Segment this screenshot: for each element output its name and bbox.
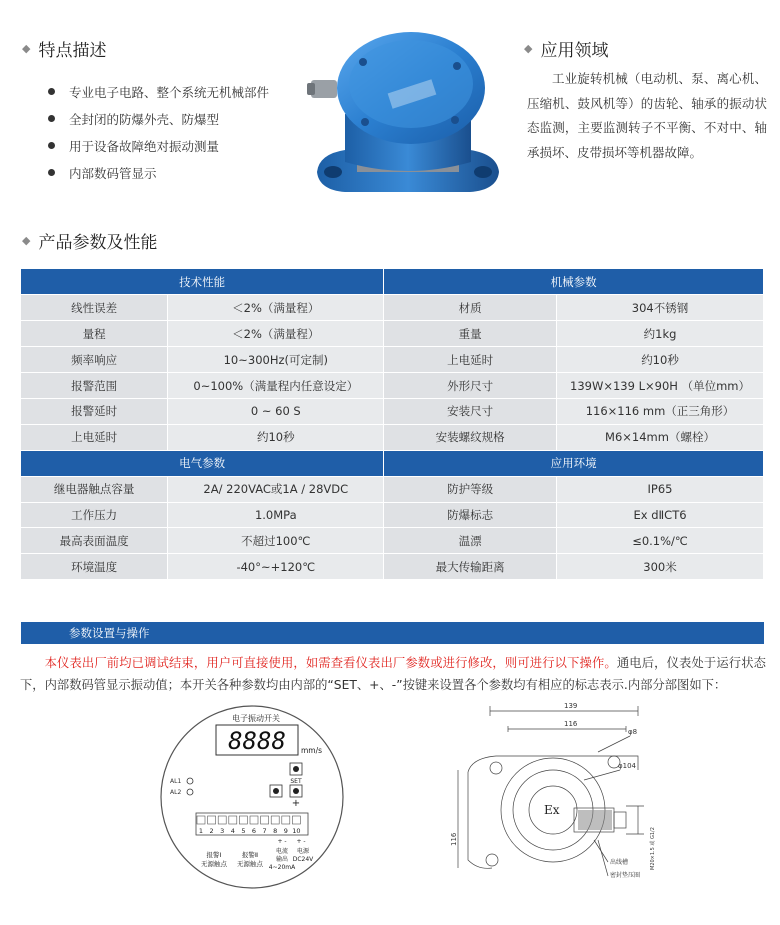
- param-value: 不超过100℃: [168, 528, 384, 554]
- table-row: [21, 554, 764, 580]
- terminal-screw-icon: [282, 816, 290, 824]
- terminal-screw-icon: [271, 816, 279, 824]
- alarm2-label: 报警Ⅱ: [241, 851, 259, 859]
- terminal-screw-icon: [239, 816, 247, 824]
- header-cell: 电气参数: [21, 450, 384, 476]
- param-label: 环境温度: [21, 554, 168, 580]
- set-label: SET: [290, 778, 302, 785]
- unit-label: mm/s: [301, 746, 323, 755]
- mechanical-drawing: [448, 700, 663, 882]
- param-value: 300米: [557, 554, 764, 580]
- power-label: 电源: [296, 848, 310, 855]
- power-polarity: + -: [296, 838, 306, 845]
- feature-text: 内部数码管显示: [69, 165, 157, 181]
- list-item: [48, 132, 269, 159]
- operation-banner: 参数设置与操作: [21, 622, 764, 644]
- param-label: 继电器触点容量: [21, 476, 168, 502]
- bullet-icon: [48, 169, 55, 176]
- terminal-number: 7: [262, 827, 267, 835]
- header-cell: 机械参数: [384, 269, 764, 295]
- param-value: 1.0MPa: [168, 502, 384, 528]
- alarm2-desc: 无源触点: [237, 860, 263, 868]
- list-item: [48, 159, 269, 186]
- terminal-number: 1: [198, 827, 204, 835]
- table-row: [21, 398, 764, 424]
- param-value: -40°~+120℃: [168, 554, 384, 580]
- param-value: IP65: [557, 476, 764, 502]
- param-value: Ex dⅡCT6: [557, 502, 764, 528]
- warning-text: 本仪表出厂前均已调试结束，用户可直接使用，如需查看仪表出厂参数或进行修改，则可进行以下操作。: [44, 656, 617, 670]
- param-value: 116×116 mm（正三角形）: [557, 398, 764, 424]
- param-value: 约10秒: [168, 424, 384, 450]
- dim-139: 139: [564, 702, 578, 710]
- diamond-icon: ◆: [524, 42, 533, 55]
- note-cable-slot: 出线槽: [610, 859, 629, 866]
- param-label: 防爆标志: [384, 502, 557, 528]
- param-value: 304不锈钢: [557, 295, 764, 321]
- param-label: 报警范围: [21, 373, 168, 399]
- table-header-row: [21, 269, 764, 295]
- feature-text: 全封闭的防爆外壳、防爆型: [69, 111, 220, 127]
- terminal-number: 10: [292, 827, 301, 835]
- param-value: ≤0.1%/℃: [557, 528, 764, 554]
- dim-116-vertical: 116: [450, 832, 458, 846]
- note-seal-ring: 密封垫压圈: [610, 872, 641, 879]
- terminal-number: 2: [209, 827, 214, 835]
- dim-104: φ104: [618, 762, 636, 770]
- params-title-text: 产品参数及性能: [38, 233, 158, 253]
- param-value: 139W×139 L×90H （单位mm）: [557, 373, 764, 399]
- param-label: 最大传输距离: [384, 554, 557, 580]
- list-item: [48, 105, 269, 132]
- plus-label: +: [291, 798, 301, 809]
- table-row: [21, 424, 764, 450]
- table-row: [21, 347, 764, 373]
- terminal-number: 8: [273, 827, 278, 835]
- param-label: 上电延时: [384, 347, 557, 373]
- diamond-icon: ◆: [22, 234, 31, 247]
- current-label: 电流: [275, 848, 289, 855]
- current-range: 4~20mA: [268, 864, 296, 871]
- terminal-number: 9: [283, 827, 288, 835]
- bullet-icon: [48, 115, 55, 122]
- terminal-screw-icon: [250, 816, 258, 824]
- param-label: 外形尺寸: [384, 373, 557, 399]
- feature-text: 专业电子电路、整个系统无机械部件: [69, 84, 270, 100]
- param-label: 温漂: [384, 528, 557, 554]
- param-value: 2A/ 220VAC或1A / 28VDC: [168, 476, 384, 502]
- panel-title: 电子振动开关: [232, 714, 280, 723]
- terminal-number: 4: [230, 827, 235, 835]
- header-cell: 应用环境: [384, 450, 764, 476]
- param-label: 最高表面温度: [21, 528, 168, 554]
- power-voltage: DC24V: [292, 856, 314, 863]
- table-row: [21, 295, 764, 321]
- al1-led-icon: [187, 778, 193, 784]
- table-row: [21, 502, 764, 528]
- table-row: [21, 528, 764, 554]
- param-label: 工作压力: [21, 502, 168, 528]
- terminal-screw-icon: [261, 816, 269, 824]
- bullet-icon: [48, 88, 55, 95]
- param-value: 10~300Hz(可定制): [168, 347, 384, 373]
- param-label: 上电延时: [21, 424, 168, 450]
- params-title: [22, 228, 157, 253]
- al1-label: AL1: [170, 778, 182, 785]
- terminal-screw-icon: [208, 816, 216, 824]
- ex-mark: Ex: [544, 803, 560, 817]
- panel-diagram: [158, 703, 346, 891]
- al2-led-icon: [187, 789, 193, 795]
- param-value: ＜2%（满量程）: [168, 295, 384, 321]
- param-label: 重量: [384, 321, 557, 347]
- applications-title: [524, 36, 608, 61]
- alarm1-label: 报警Ⅰ: [206, 851, 222, 859]
- terminal-screw-icon: [197, 816, 205, 824]
- features-title: [22, 36, 106, 61]
- terminal-number: 3: [220, 827, 225, 835]
- terminal-screw-icon: [229, 816, 237, 824]
- table-row: [21, 476, 764, 502]
- device-image: [305, 22, 510, 200]
- table-row: [21, 321, 764, 347]
- applications-title-text: 应用领域: [540, 41, 609, 61]
- terminal-screw-icon: [218, 816, 226, 824]
- dim-116: 116: [564, 720, 578, 728]
- param-label: 量程: [21, 321, 168, 347]
- param-value: M6×14mm（螺栓）: [557, 424, 764, 450]
- feature-text: 用于设备故障绝对振动测量: [69, 138, 220, 154]
- alarm1-desc: 无源触点: [201, 860, 227, 868]
- param-label: 线性误差: [21, 295, 168, 321]
- digit-display: 8888: [228, 727, 286, 755]
- param-value: ＜2%（满量程）: [168, 321, 384, 347]
- terminal-number: 5: [241, 827, 246, 835]
- param-label: 材质: [384, 295, 557, 321]
- param-label: 安装尺寸: [384, 398, 557, 424]
- terminal-number: 6: [251, 827, 257, 835]
- current-polarity: + -: [277, 838, 287, 845]
- param-label: 频率响应: [21, 347, 168, 373]
- features-title-text: 特点描述: [38, 41, 107, 61]
- operation-body: 通电后，仪表处于运行状态下，内部数码管显示振动值；本开关各种参数均由内部的“SET、+、-”按键来设置各个参数均有相应的标志表示.内部分部图如下：: [20, 656, 766, 692]
- param-label: 防护等级: [384, 476, 557, 502]
- features-list: [48, 78, 269, 186]
- param-value: 约10秒: [557, 347, 764, 373]
- param-value: 0~100%（满量程内任意设定）: [168, 373, 384, 399]
- terminal-screw-icon: [292, 816, 300, 824]
- spec-table: [21, 269, 764, 580]
- applications-text: 工业旋转机械（电动机、泵、离心机、压缩机、鼓风机等）的齿轮、轴承的振动状态监测，主要监测转子不平衡、不对中、轴承损坏、皮带损坏等机器故障。: [527, 71, 767, 160]
- param-value: 0 ~ 60 S: [168, 398, 384, 424]
- table-row: [21, 373, 764, 399]
- thread-spec: M20×1.5 或 G1/2: [650, 827, 656, 870]
- diamond-icon: ◆: [22, 42, 31, 55]
- bullet-icon: [48, 142, 55, 149]
- table-header-row: [21, 450, 764, 476]
- output-label: 输出: [275, 856, 289, 863]
- header-cell: 技术性能: [21, 269, 384, 295]
- dim-8: φ8: [628, 728, 638, 736]
- param-value: 约1kg: [557, 321, 764, 347]
- param-label: 安装螺纹规格: [384, 424, 557, 450]
- operation-text: [20, 652, 766, 696]
- al2-label: AL2: [170, 789, 182, 796]
- param-label: 报警延时: [21, 398, 168, 424]
- list-item: [48, 78, 269, 105]
